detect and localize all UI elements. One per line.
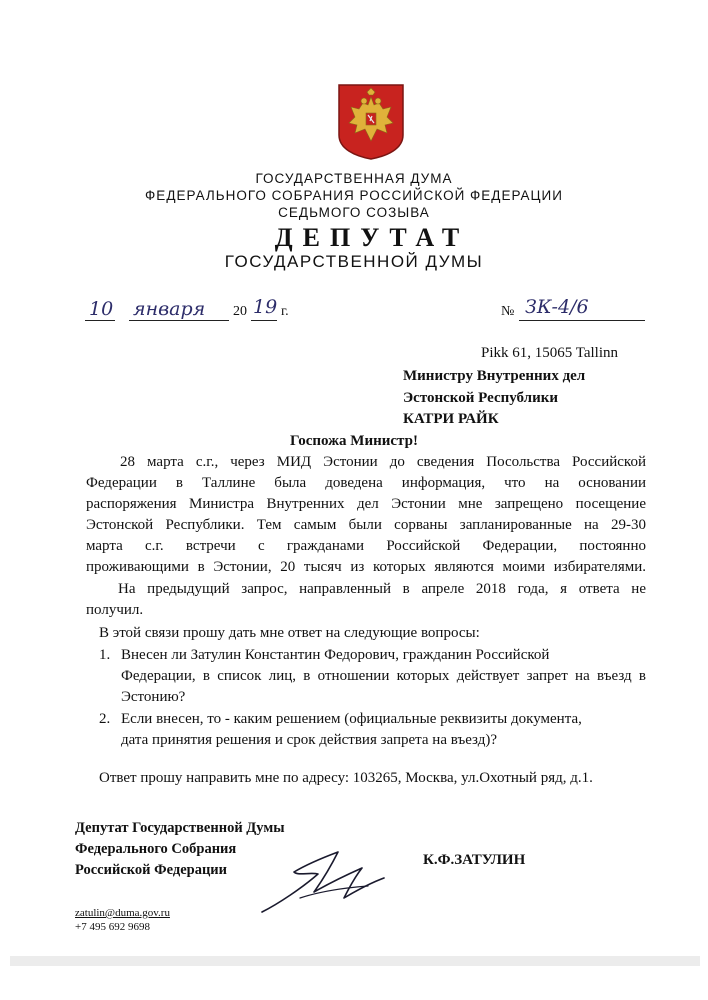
question-2-number: 2. bbox=[99, 711, 111, 727]
year-abbr: г. bbox=[281, 304, 289, 319]
paragraph-1-line-3: распоряжения Министра Внутренних дел Эстонии мне запрещено посещение bbox=[86, 496, 646, 512]
paragraph-1-line-5: марта с.г. встречи с гражданами Российской Федерации, постоянно bbox=[86, 538, 646, 554]
paragraph-1-line-6: проживающими в Эстонии, 20 тысяч из которых являются моими избирателями. bbox=[86, 559, 646, 575]
recipient-line-1: Министру Внутренних дел bbox=[403, 368, 586, 384]
closing-line: Ответ прошу направить мне по адресу: 103265, Москва, ул.Охотный ряд, д.1. bbox=[99, 770, 593, 786]
org-line-1: ГОСУДАРСТВЕННАЯ ДУМА bbox=[255, 171, 453, 186]
email-link[interactable]: zatulin@duma.gov.ru bbox=[75, 907, 170, 919]
signatory-position-line-1: Депутат Государственной Думы bbox=[75, 820, 285, 836]
handwritten-signature bbox=[258, 838, 388, 918]
outgoing-number: ЗК-4/6 bbox=[525, 296, 589, 318]
signatory-position-line-3: Российской Федерации bbox=[75, 862, 228, 878]
russian-coat-of-arms-icon bbox=[337, 83, 405, 160]
number-label: № bbox=[501, 304, 515, 319]
question-1-line-3: Эстонию? bbox=[121, 689, 186, 705]
salutation: Госпожа Министр! bbox=[290, 433, 418, 449]
year-suffix: 19 bbox=[253, 296, 278, 318]
month-underline bbox=[129, 320, 229, 321]
question-1-number: 1. bbox=[99, 647, 111, 663]
date-day: 10 bbox=[89, 298, 114, 320]
recipient-name: КАТРИ РАЙК bbox=[403, 411, 499, 427]
question-1-line-1: Внесен ли Затулин Константин Федорович, гражданин Российской bbox=[121, 647, 550, 663]
org-line-2: ФЕДЕРАЛЬНОГО СОБРАНИЯ РОССИЙСКОЙ ФЕДЕРАЦИИ bbox=[145, 188, 563, 203]
number-underline bbox=[519, 320, 645, 321]
phone-number: +7 495 692 9698 bbox=[75, 921, 150, 933]
question-1-line-2: Федерации, в список лиц, в отношении которых действует запрет на въезд в bbox=[121, 668, 646, 684]
signatory-position bbox=[75, 818, 285, 881]
year-prefix: 20 bbox=[233, 304, 247, 319]
year-underline bbox=[251, 320, 277, 321]
signatory-position-line-2: Федерального Собрания bbox=[75, 841, 237, 857]
paragraph-3: В этой связи прошу дать мне ответ на следующие вопросы: bbox=[99, 625, 480, 641]
question-2-line-1: Если внесен, то - каким решением (официальные реквизиты документа, bbox=[121, 711, 582, 727]
document-subtitle: ГОСУДАРСТВЕННОЙ ДУМЫ bbox=[224, 252, 484, 271]
signatory-name: К.Ф.ЗАТУЛИН bbox=[423, 852, 526, 868]
paragraph-1-line-4: Эстонской Республики. Тем самым были сорваны запланированные на 29-30 bbox=[86, 517, 646, 533]
paragraph-1-line-2: Федерации в Таллине была доведена информация, что на основании bbox=[86, 475, 646, 491]
question-2-line-2: дата принятия решения и срок действия запрета на въезд)? bbox=[121, 732, 497, 748]
contact-block bbox=[75, 906, 170, 934]
recipient-line-2: Эстонской Республики bbox=[403, 390, 559, 406]
day-underline bbox=[85, 320, 115, 321]
document-title: ДЕПУТАТ bbox=[274, 223, 470, 252]
date-number-line bbox=[85, 296, 645, 324]
paragraph-2-line-2: получил. bbox=[86, 602, 144, 618]
org-line-3: СЕДЬМОГО СОЗЫВА bbox=[278, 205, 430, 220]
date-month: января bbox=[133, 298, 206, 320]
scan-footer-band bbox=[10, 956, 700, 966]
paragraph-2-line-1: На предыдущий запрос, направленный в апреле 2018 года, я ответа не bbox=[118, 581, 646, 597]
recipient-street-address: Pikk 61, 15065 Tallinn bbox=[480, 345, 618, 361]
paragraph-1-line-1: 28 марта с.г., через МИД Эстонии до сведения Посольства Российской bbox=[120, 454, 646, 470]
